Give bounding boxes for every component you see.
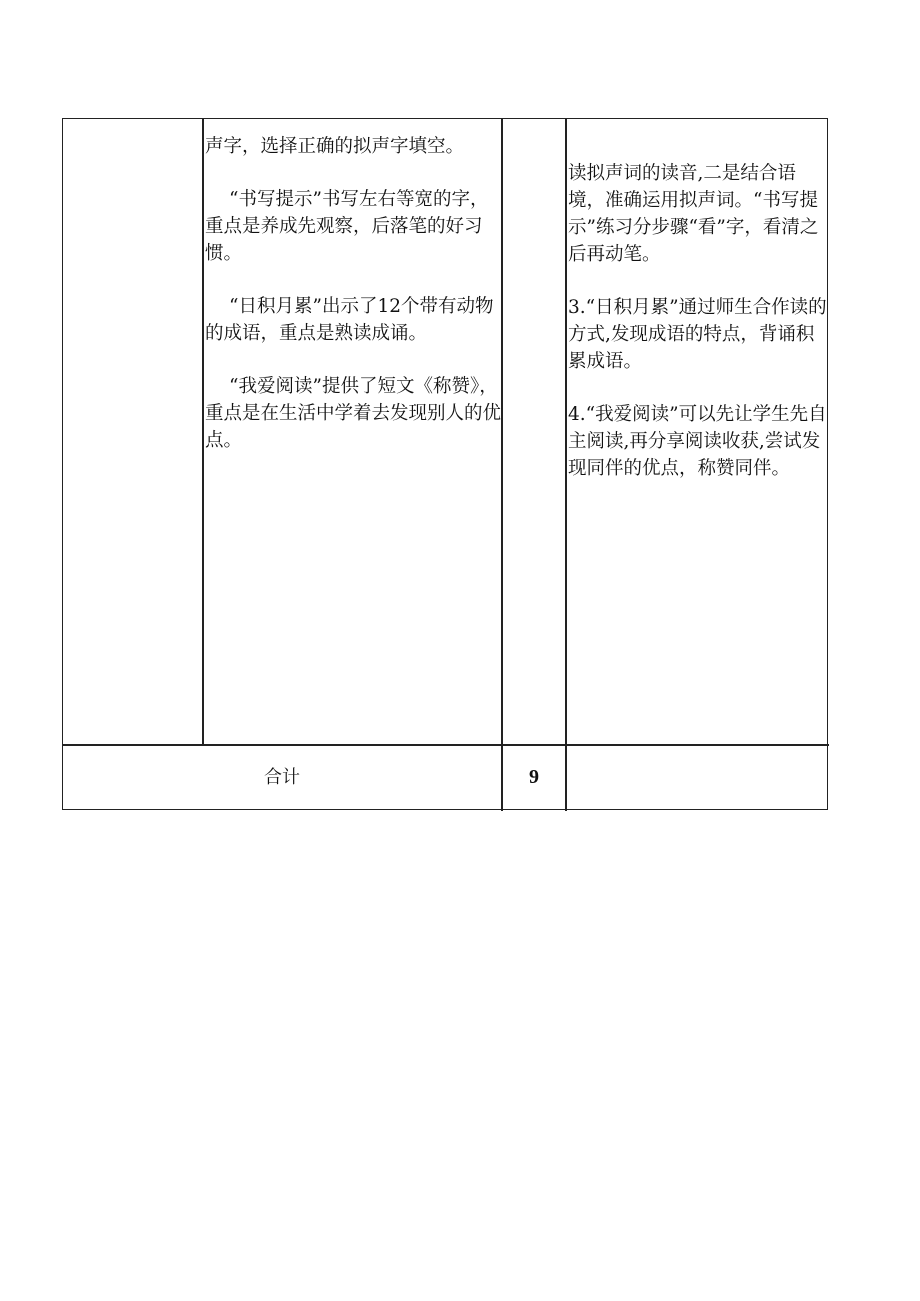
total-value: 9: [529, 766, 539, 788]
hours-cell: [503, 119, 565, 744]
content-paragraph-3: “日积月累”出示了12个带有动物的成语，重点是熟读成诵。: [205, 296, 494, 344]
method-paragraph-3: 4.“我爱阅读”可以先让学生先自主阅读,再分享阅读收获,尝试发现同伴的优点，称赞同伴。: [568, 404, 827, 479]
unit-cell: [63, 119, 202, 744]
total-note: [567, 746, 827, 809]
lesson-plan-table: [62, 118, 828, 810]
method-cell: [568, 160, 830, 508]
content-paragraph-1: 声字，选择正确的拟声字填空。: [205, 136, 465, 157]
content-cell: [205, 133, 501, 480]
method-paragraph-2: 3.“日积月累”通过师生合作读的方式,发现成语的特点，背诵积累成语。: [568, 297, 827, 372]
method-paragraph-1: 读拟声词的读音,二是结合语境，准确运用拟声词。“书写提示”练习分步骤“看”字，看清之后再动笔。: [568, 163, 819, 265]
content-paragraph-4: “我爱阅读”提供了短文《称赞》，重点是在生活中学着去发现别人的优点。: [205, 376, 502, 451]
total-label: 合计: [264, 767, 300, 788]
content-paragraph-2: “书写提示”书写左右等宽的字，重点是养成先观察，后落笔的好习惯。: [205, 189, 489, 264]
column-divider-1: [202, 119, 204, 745]
column-divider-3: [565, 119, 567, 811]
